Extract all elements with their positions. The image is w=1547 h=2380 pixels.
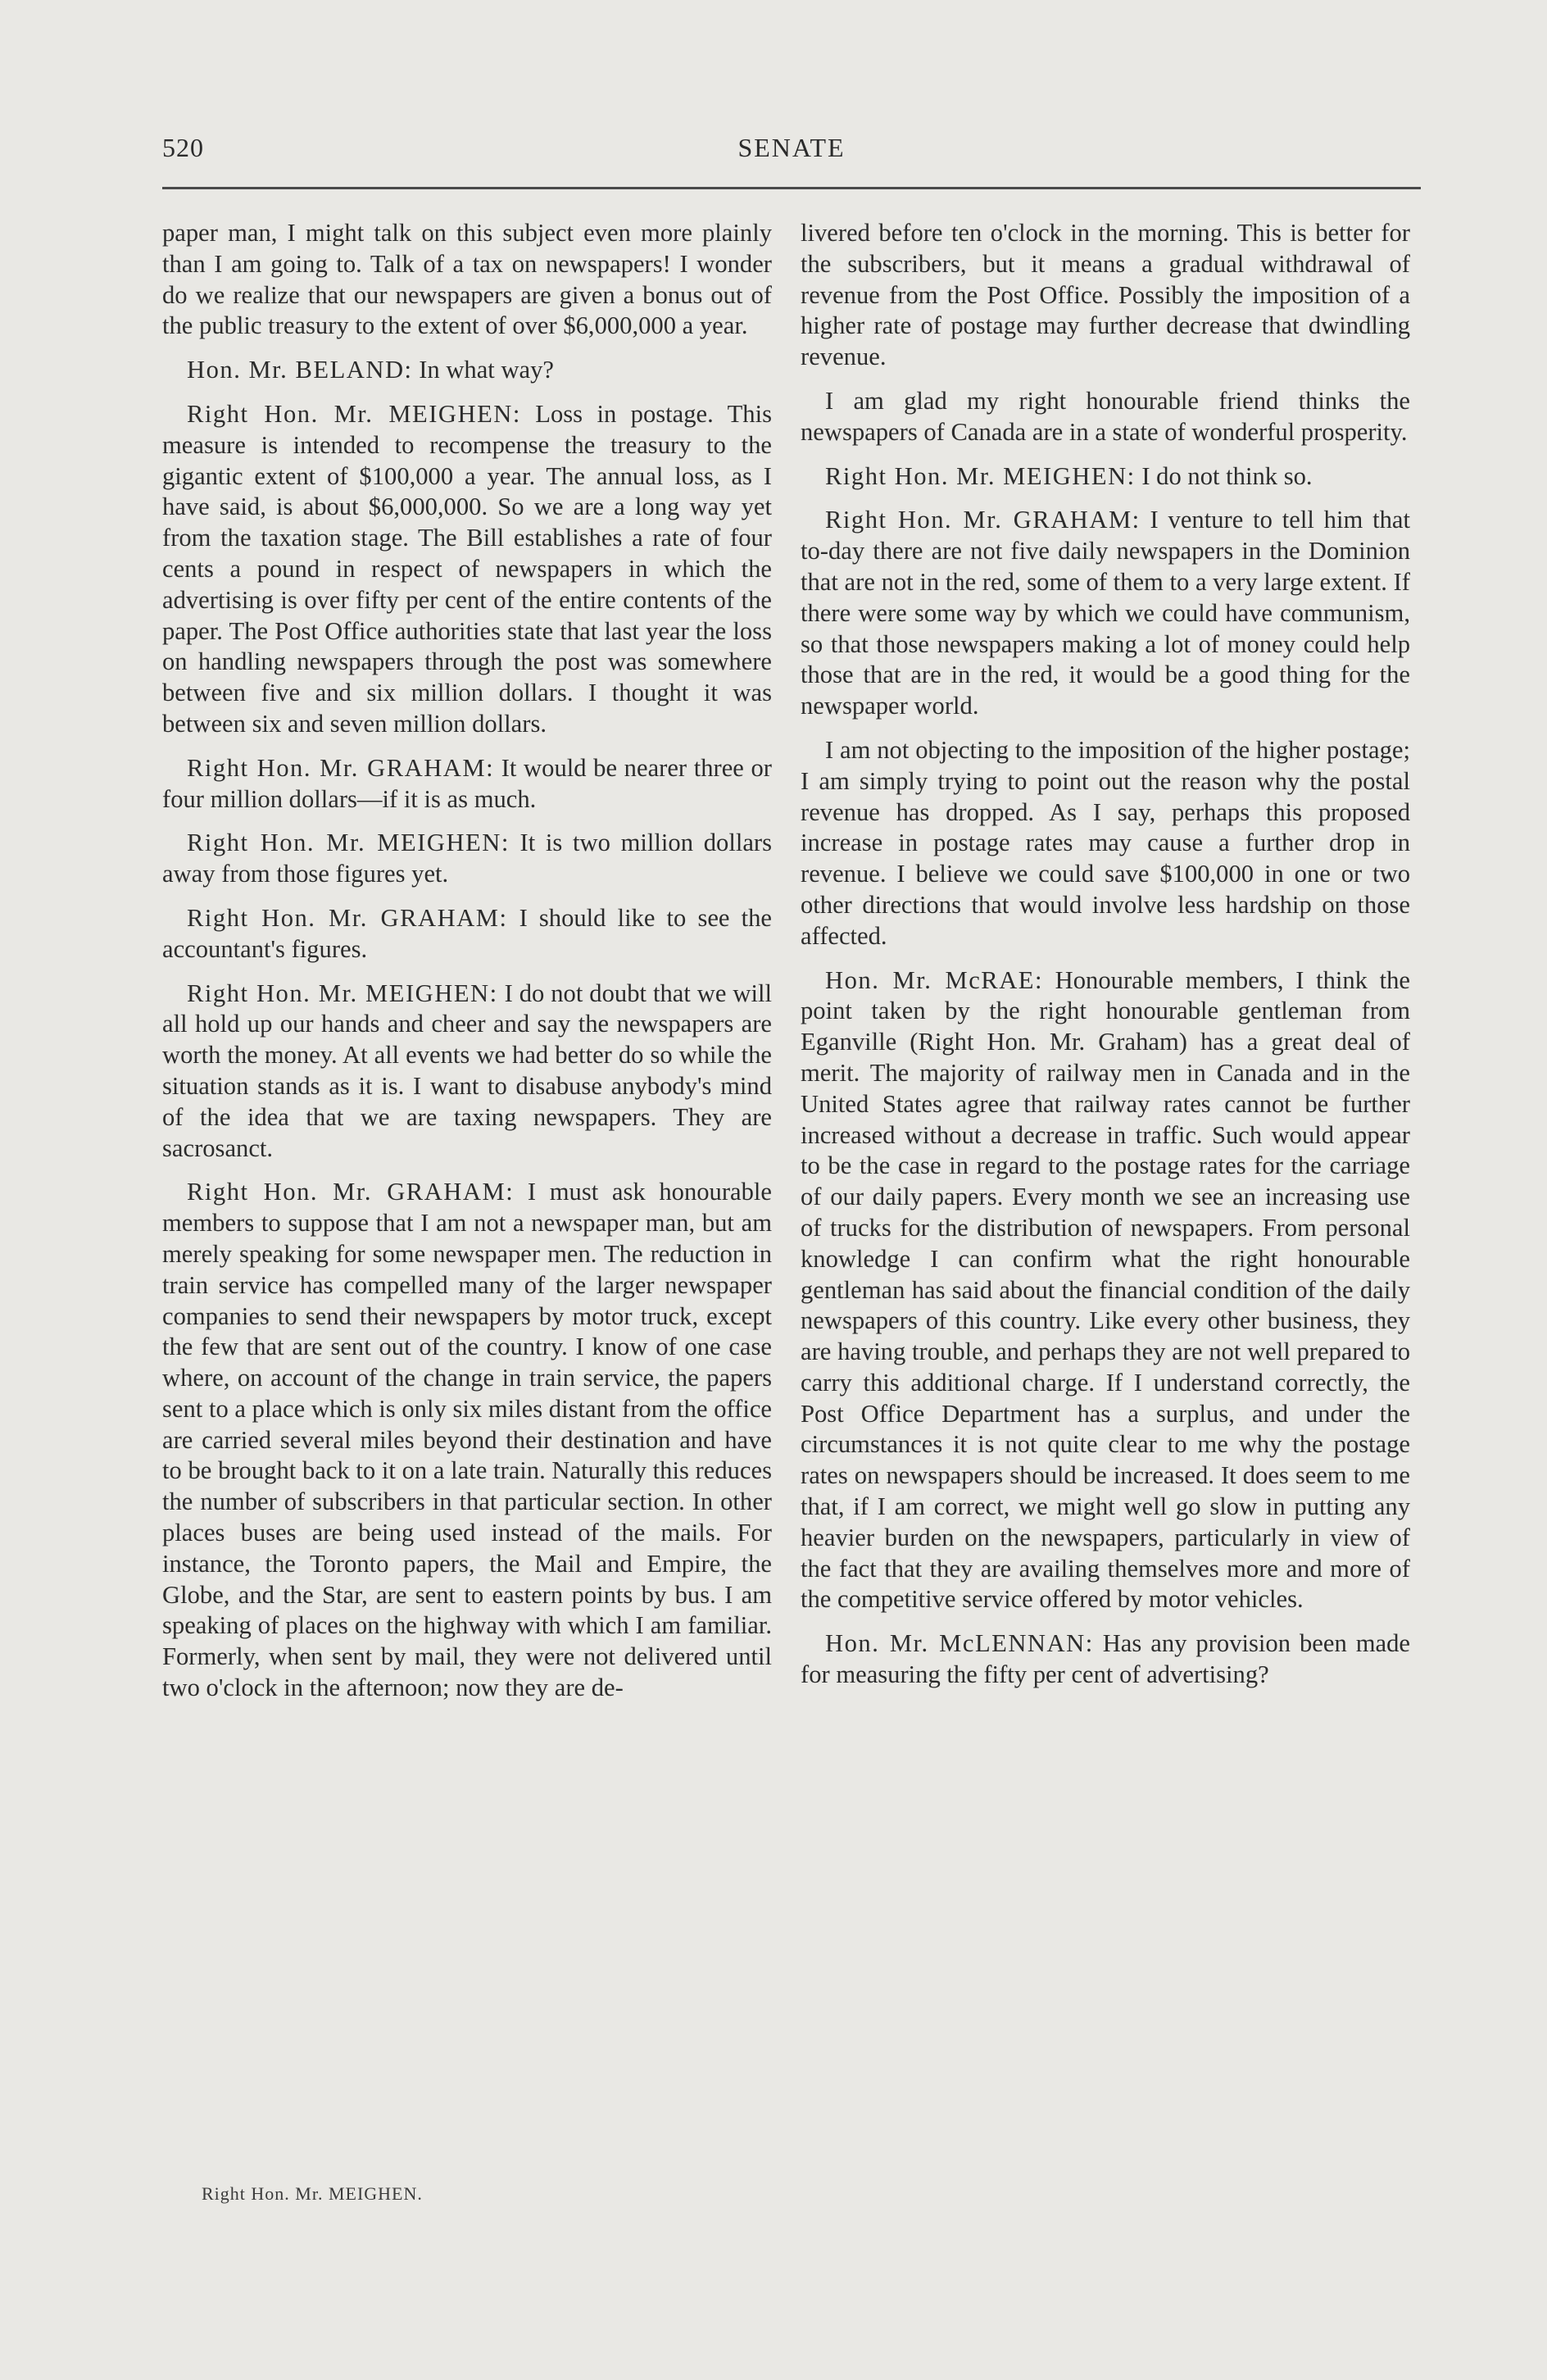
paragraph [801, 965, 1410, 1616]
speaker-name: Right Hon. Mr. MEIGHEN: [187, 399, 521, 428]
paragraph-text: I am glad my right honourable friend thinks the newspapers of Canada are in a state of wonderful prosperity. [801, 386, 1410, 446]
paragraph [162, 828, 772, 890]
paragraph-text: Has any provision been made for measuring the fifty per cent of advertising? [801, 1629, 1410, 1689]
paragraph-text: I venture to tell him that to-day there are not five daily newspapers in the Dominion that are not in the red, some of them to a very large extent. If there were some way by which we could have communism, so that those newspapers making a lot of money could help those that are in the red, it would be a good thing for the newspaper world. [801, 506, 1410, 720]
paragraph-text: I do not think so. [1135, 461, 1313, 490]
speaker-name: Right Hon. Mr. MEIGHEN: [825, 461, 1136, 490]
paragraph [162, 1177, 772, 1704]
right-column [801, 218, 1410, 1704]
paragraph [801, 735, 1410, 952]
paragraph [801, 386, 1410, 448]
footer-speaker-note: Right Hon. Mr. MEIGHEN. [202, 2183, 423, 2204]
speaker-name: Hon. Mr. BELAND: [187, 356, 413, 384]
paragraph [801, 218, 1410, 373]
paragraph-text: Honourable members, I think the point taken by the right honourable gentleman from Eganville (Right Hon. Mr. Graham) has a great deal of merit. The majority of railway men in Canada and in the United States agree that railway rates cannot be further increased without a decrease in traffic. Such would appear to be the case in regard to the postage rates for the carriage of our daily papers. Every month we see an increasing use of trucks for the distribution of newspapers. From personal knowledge I can confirm what the right honourable gentleman has said about the financial condition of the daily newspapers of this country. Like every other business, they are having trouble, and perhaps they are not well prepared to carry this additional charge. If I understand correctly, the Post Office Department has a surplus, and under the circumstances it is not quite clear to me why the postage rates on newspapers should be increased. It does seem to me that, if I am correct, we might well go slow in putting any heavier burden on the newspapers, particularly in view of the fact that they are availing themselves more and more of the competitive service offered by motor vehicles. [801, 965, 1411, 1614]
speaker-name: Hon. Mr. McLENNAN: [825, 1629, 1094, 1658]
paragraph-text: Loss in postage. This measure is intended to recompense the treasury to the gigantic extent of $100,000 a year. The annual loss, as I have said, is about $6,000,000. So we are a long way yet from the taxation stage. The Bill establishes a rate of four cents a pound in respect of newspapers in which the advertising is over fifty per cent of the entire contents of the paper. The Post Office authorities state that last year the loss on handling newspapers through the post was somewhere between five and six million dollars. I thought it was between six and seven million dollars. [162, 399, 772, 738]
paragraph [162, 355, 772, 386]
paragraph [801, 505, 1410, 722]
page-number: 520 [162, 133, 204, 162]
page-header [162, 133, 1421, 174]
paragraph-text: I do not doubt that we will all hold up our hands and cheer and say the newspapers are worth the money. At all events we had better do so while the situation stands as it is. I want to disabuse anybody's mind of the idea that we are taxing newspapers. They are sacrosanct. [162, 979, 772, 1162]
paragraph [162, 753, 772, 815]
paragraph [162, 903, 772, 965]
paragraph-text: livered before ten o'clock in the morning. This is better for the subscribers, but it means a gradual withdrawal of revenue from the Post Office. Possibly the imposition of a higher rate of postage may further decrease that dwindling revenue. [801, 219, 1410, 371]
speaker-name: Right Hon. Mr. GRAHAM: [825, 506, 1141, 534]
paragraph-text: I should like to see the accountant's figures. [162, 903, 772, 963]
speaker-name: Right Hon. Mr. MEIGHEN: [187, 979, 498, 1007]
paragraph-text: It is two million dollars away from those figures yet. [162, 829, 772, 888]
speaker-name: Right Hon. Mr. MEIGHEN: [187, 829, 510, 857]
paragraph-text: paper man, I might talk on this subject even more plainly than I am going to. Talk of a tax on newspapers! I wonder do we realize that our newspapers are given a bonus out of the public treasury to the extent of over $6,000,000 a year. [162, 219, 772, 340]
running-head: SENATE [737, 133, 846, 162]
paragraph [162, 399, 772, 740]
paragraph [801, 461, 1410, 493]
paragraph-text: In what way? [412, 356, 554, 384]
paragraph-text: I must ask honourable members to suppose that I am not a newspaper man, but am merely speaking for some newspaper men. The reduction in train service has compelled many of the larger newspaper companies to send their newspapers by motor truck, except the few that are sent out of the country. I know of one case where, on account of the change in train service, the papers sent to a place which is only six miles distant from the office are carried several miles beyond their destination and have to be brought back to it on a late train. Naturally this reduces the number of subscribers in that particular section. In other places buses are being used instead of the mails. For instance, the Toronto papers, the Mail and Empire, the Globe, and the Star, are sent to eastern points by bus. I am speaking of places on the highway with which I am familiar. Formerly, when sent by mail, they were not delivered until two o'clock in the afternoon; now they are de- [162, 1178, 772, 1702]
paragraph-text: I am not objecting to the imposition of the higher postage; I am simply trying to point out the reason why the postal revenue has dropped. As I say, perhaps this proposed increase in postage rates may cause a further drop in revenue. I believe we could save $100,000 in one or two other directions that would involve less hardship on those affected. [801, 735, 1410, 950]
speaker-name: Right Hon. Mr. GRAHAM: [187, 903, 508, 932]
speaker-name: Hon. Mr. McRAE: [825, 965, 1043, 994]
paragraph [162, 979, 772, 1165]
paragraph [801, 1628, 1410, 1691]
header-rule [162, 187, 1421, 189]
speaker-name: Right Hon. Mr. GRAHAM: [187, 753, 495, 782]
speaker-name: Right Hon. Mr. GRAHAM: [187, 1178, 515, 1206]
paragraph [162, 218, 772, 342]
paragraph-text: It would be nearer three or four million dollars—if it is as much. [162, 753, 772, 813]
left-column [162, 218, 772, 1717]
